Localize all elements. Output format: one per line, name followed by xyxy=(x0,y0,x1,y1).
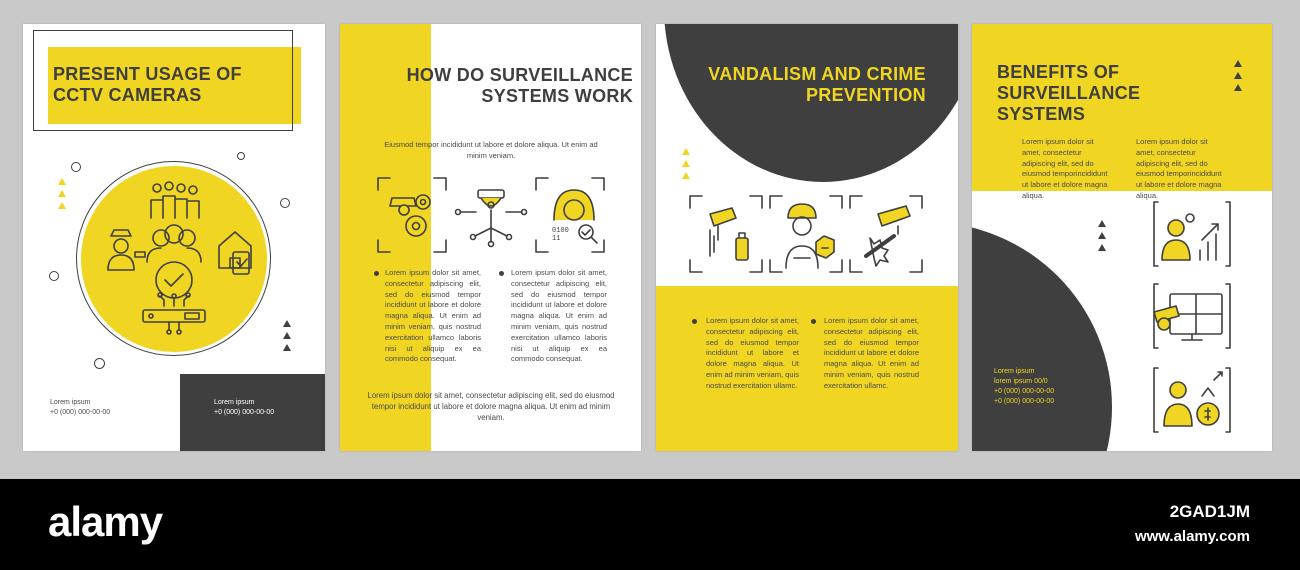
contact-block xyxy=(994,367,1054,407)
triangle-marker xyxy=(682,172,690,179)
alamy-logo: alamy xyxy=(48,498,163,545)
triangle-marker xyxy=(58,202,66,209)
decor-ring xyxy=(94,358,105,369)
brochure-page-2 xyxy=(340,24,641,451)
outro-text: Lorem ipsum dolor sit amet, consectetur adipiscing elit, sed do eiusmod tempor incididunt ut labore et dolore magna aliqua. Ut enim ad minim veniam. xyxy=(367,391,615,422)
bullet-dot xyxy=(692,319,697,324)
brochure-page-3 xyxy=(656,24,958,451)
broken-camera-icon xyxy=(866,206,910,266)
text-column-2: Lorem ipsum dolor sit amet, consectetur adipiscing elit, sed do eiusmod tempor incididunt ut labore et dolore magna aliqua. Ut enim ad minim veniam, quis nostrud exercitation ullamc. xyxy=(824,316,919,390)
smart-home-icon xyxy=(219,232,251,274)
triangle-marker xyxy=(58,178,66,185)
decor-ring xyxy=(280,198,290,208)
guard-icon xyxy=(108,230,145,270)
page-title: BENEFITS OF SURVEILLANCE SYSTEMS xyxy=(997,62,1141,124)
contact-phone: +0 (000) 000-00-00 xyxy=(994,398,1055,405)
process-icons xyxy=(376,176,606,256)
page-title: PRESENT USAGE OF CCTV CAMERAS xyxy=(53,64,242,105)
triangle-marker xyxy=(1098,244,1106,251)
triangle-marker xyxy=(682,148,690,155)
spray-paint-camera-icon xyxy=(710,208,748,260)
triangle-marker xyxy=(1234,84,1242,91)
decor-ring xyxy=(237,152,245,160)
camera-gears-icon xyxy=(390,195,430,236)
money-bag-icon xyxy=(1164,372,1222,426)
decor-ring xyxy=(71,162,81,172)
vandal-stop-icon xyxy=(786,204,834,268)
text-column-1: Lorem ipsum dolor sit amet, consectetur adipiscing elit, sed do eiusmod temporincididunt ut labore et dolore magna aliqua. xyxy=(1022,137,1108,200)
contact-name: Lorem ipsum xyxy=(50,399,91,406)
triangle-marker xyxy=(1234,72,1242,79)
contact-block xyxy=(50,398,110,418)
icon-cluster xyxy=(81,166,267,352)
svg-text:11: 11 xyxy=(552,235,561,243)
bullet-dot xyxy=(811,319,816,324)
triangle-marker xyxy=(1098,220,1106,227)
contact-phone: +0 (000) 000-00-00 xyxy=(214,409,275,416)
svg-text:0100: 0100 xyxy=(552,227,569,235)
triangle-marker xyxy=(58,190,66,197)
contact-block-dark xyxy=(214,398,274,418)
verified-people-icon xyxy=(147,225,201,298)
page-title: VANDALISM AND CRIME PREVENTION xyxy=(708,64,926,105)
camera-network-icon xyxy=(456,190,527,247)
camera-monitor-icon xyxy=(1154,294,1222,340)
brochure-page-1 xyxy=(23,24,325,451)
triangle-marker xyxy=(1234,60,1242,67)
growth-chart-icon xyxy=(1162,214,1218,260)
page-title: HOW DO SURVEILLANCE SYSTEMS WORK xyxy=(406,65,633,106)
network-device-icon xyxy=(143,293,205,334)
triangle-marker xyxy=(283,320,291,327)
triangle-marker xyxy=(1098,232,1106,239)
bullet-dot xyxy=(499,271,504,276)
bullet-dot xyxy=(374,271,379,276)
contact-address: lorem ipsum 00/0 xyxy=(994,378,1048,385)
triangle-marker xyxy=(283,344,291,351)
benefit-icons xyxy=(1152,200,1232,434)
text-column-2: Lorem ipsum dolor sit amet, consectetur adipiscing elit, sed do eiusmod tempor incididunt ut labore et dolore magna aliqua. Ut enim ad minim veniam, quis nostrud exercitation ullamco laboris nisi ut aliquip ex ea commodo consequat. xyxy=(511,268,607,364)
prevention-icons xyxy=(688,194,924,274)
crowd-icon xyxy=(151,182,199,218)
contact-phone: +0 (000) 000-00-00 xyxy=(50,409,111,416)
contact-phone: +0 (000) 000-00-00 xyxy=(994,388,1055,395)
footer-bar xyxy=(0,479,1300,570)
contact-name: Lorem ipsum xyxy=(994,368,1035,375)
decor-ring xyxy=(49,271,59,281)
brochure-page-4 xyxy=(972,24,1272,451)
text-column-2: Lorem ipsum dolor sit amet, consectetur adipiscing elit, sed do eiusmod temporincididunt ut labore et dolore magna aliqua. xyxy=(1136,137,1222,200)
dark-blob xyxy=(972,222,1112,451)
contact-name: Lorem ipsum xyxy=(214,399,255,406)
triangle-marker xyxy=(682,160,690,167)
image-id: 2GAD1JM xyxy=(1169,502,1250,521)
text-column-1: Lorem ipsum dolor sit amet, consectetur adipiscing elit, sed do eiusmod tempor incididunt ut labore et dolore magna aliqua. Ut enim ad minim veniam, quis nostrud exercitation ullamc. xyxy=(706,316,799,390)
triangle-marker xyxy=(283,332,291,339)
intro-text: Eiusmod tempor incididunt ut labore et dolore aliqua. Ut enim ad minim veniam. xyxy=(384,140,598,160)
text-column-1: Lorem ipsum dolor sit amet, consectetur adipiscing elit, sed do eiusmod tempor incididunt ut labore et dolore magna aliqua. Ut enim ad minim veniam, quis nostrud exercitation ullamco laboris nisi ut aliquip ex ea commodo consequat. xyxy=(385,268,481,364)
face-recognition-icon xyxy=(554,190,597,243)
site-url[interactable]: www.alamy.com xyxy=(1134,528,1250,545)
